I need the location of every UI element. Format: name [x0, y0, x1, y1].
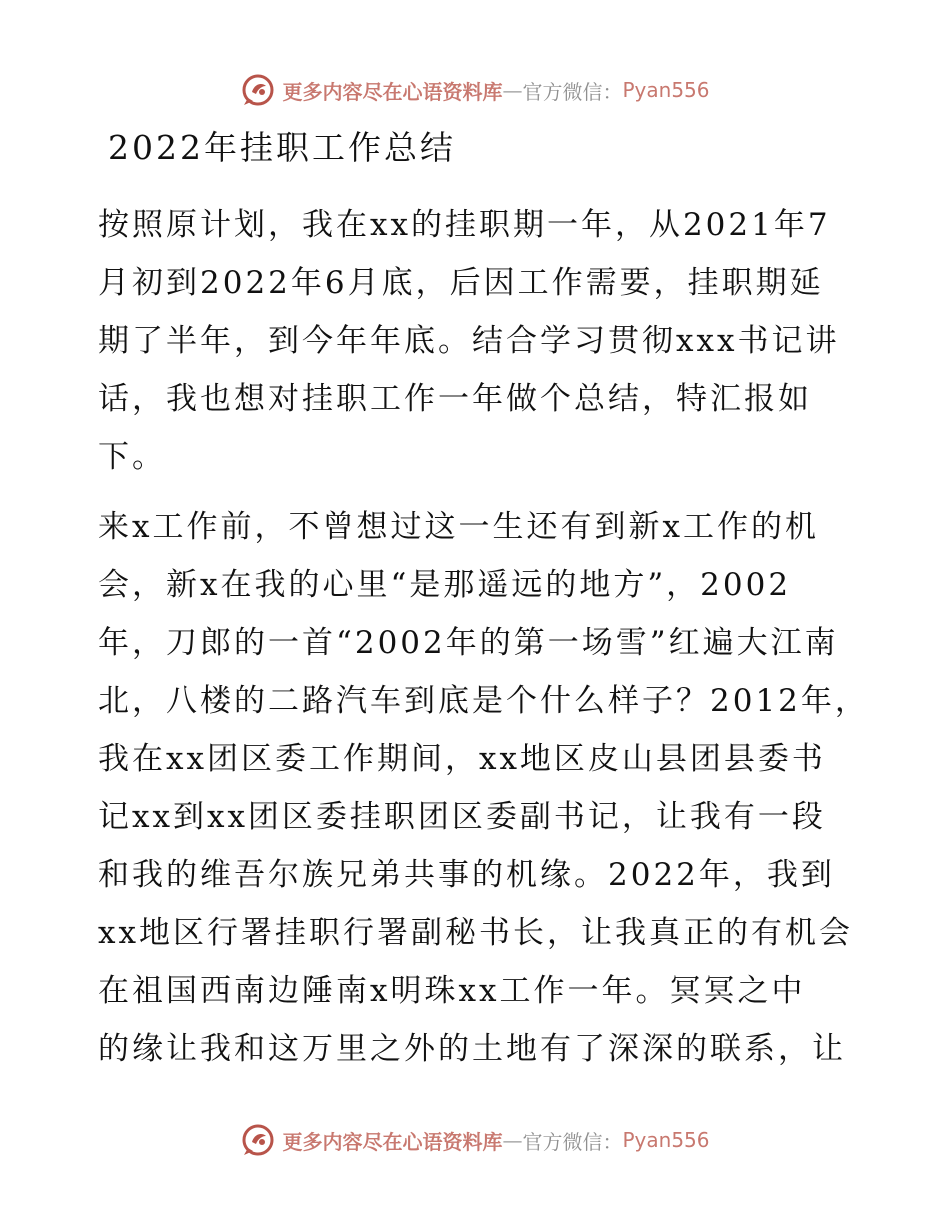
document-body [98, 196, 869, 1088]
footer-watermark [0, 1120, 950, 1160]
watermark-contact-label: 官方微信： [522, 1129, 623, 1154]
paragraph-1 [98, 196, 858, 486]
text-line: 话，我也想对挂职工作一年做个总结，特汇报如 [98, 381, 812, 417]
text-line: 我在xx团区委工作期间，xx地区皮山县团县委书 [98, 741, 826, 777]
text-line: 的缘让我和这万里之外的土地有了深深的联系，让 [98, 1031, 846, 1067]
watermark-contact-label: 官方微信： [522, 79, 623, 104]
chat-bubble-logo-icon [240, 72, 276, 108]
text-line: 月初到2022年6月底，后因工作需要，挂职期延 [98, 265, 824, 301]
text-line: 按照原计划，我在xx的挂职期一年，从2021年7 [98, 207, 831, 243]
text-line: 期了半年，到今年年底。结合学习贯彻xxx书记讲 [98, 323, 840, 359]
text-line: 北，八楼的二路汽车到底是个什么样子？2012年， [98, 683, 869, 719]
text-line: 会，新x在我的心里“是那遥远的地方”，2002 [98, 567, 792, 603]
watermark-separator: — [502, 78, 523, 102]
paragraph-2 [98, 498, 869, 1078]
text-line: 来x工作前，不曾想过这一生还有到新x工作的机 [98, 509, 819, 545]
text-line: 记xx到xx团区委挂职团区委副书记，让我有一段 [98, 799, 826, 835]
watermark-contact-id: Pyan556 [622, 78, 710, 102]
header-watermark [0, 70, 950, 110]
watermark-main-text: 更多内容尽在心语资料库 [282, 79, 503, 104]
watermark-separator: — [502, 1128, 523, 1152]
text-line: 和我的维吾尔族兄弟共事的机缘。2022年，我到 [98, 857, 835, 893]
text-line: 在祖国西南边陲南x明珠xx工作一年。冥冥之中 [98, 973, 806, 1009]
watermark-contact-id: Pyan556 [622, 1128, 710, 1152]
text-line: 下。 [98, 439, 166, 475]
text-line: 年，刀郎的一首“2002年的第一场雪”红遍大江南 [98, 625, 839, 661]
watermark-main-text: 更多内容尽在心语资料库 [282, 1129, 503, 1154]
chat-bubble-logo-icon [240, 1122, 276, 1158]
text-line: xx地区行署挂职行署副秘书长，让我真正的有机会 [98, 915, 853, 951]
document-title: 2022年挂职工作总结 [108, 128, 456, 167]
